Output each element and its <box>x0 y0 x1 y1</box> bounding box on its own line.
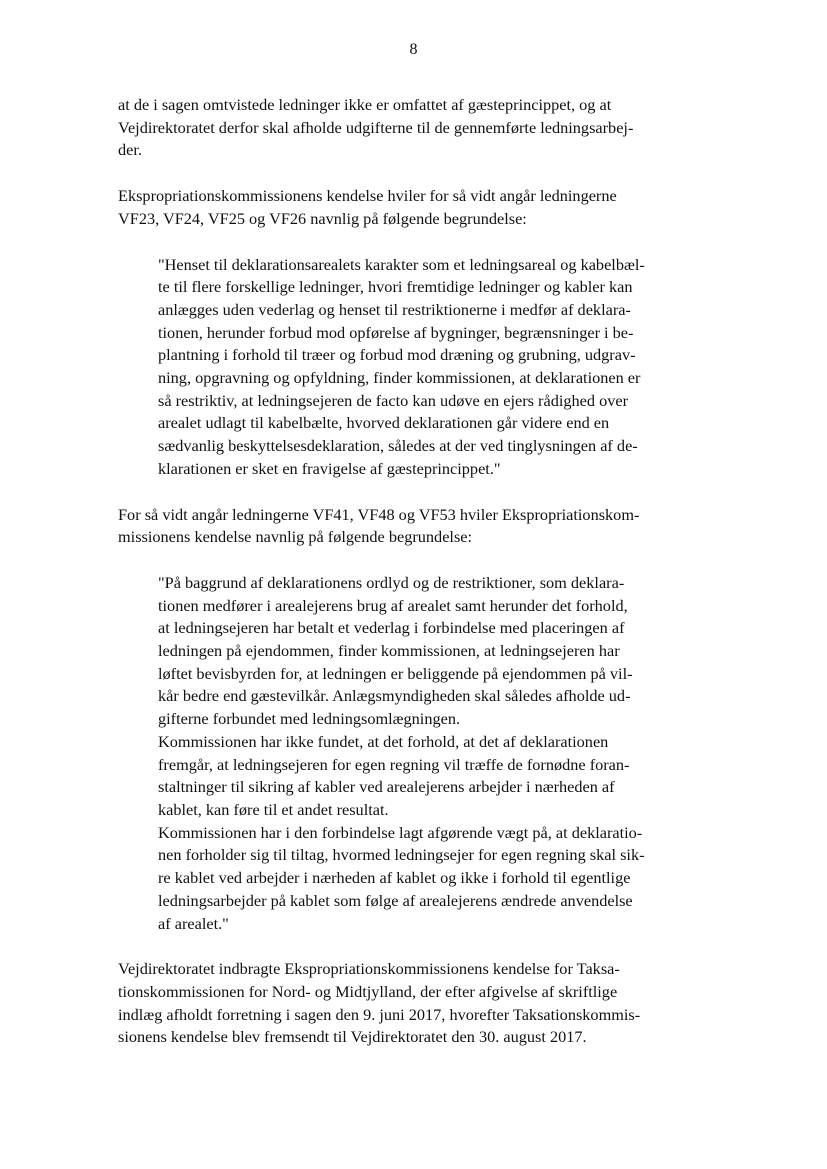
text-line: sionens kendelse blev fremsendt til Vejdirektoratet den 30. august 2017. <box>118 1027 587 1047</box>
quote-line: af arealet." <box>158 913 229 933</box>
quote-line: tionen medfører i arealejerens brug af arealet samt herunder det forhold, <box>158 595 628 615</box>
quote-line: arealet udlagt til kabelbælte, hvorved deklarationen går videre end en <box>158 413 610 433</box>
paragraph-gap <box>118 231 710 254</box>
paragraph-gap <box>118 935 710 958</box>
quote-line: sædvanlig beskyttelsesdeklaration, således at der ved tinglysningen af de- <box>158 436 638 456</box>
text-line: der. <box>118 140 142 160</box>
quote-line: "På baggrund af deklarationens ordlyd og de restriktioner, som deklara- <box>158 572 625 592</box>
quote-line: plantning i forhold til træer og forbud mod dræning og grubning, udgrav- <box>158 345 636 365</box>
quote-vf41-reasoning <box>158 572 710 935</box>
text-line: at de i sagen omtvistede ledninger ikke er omfattet af gæsteprincippet, og at <box>118 95 612 114</box>
text-line: indlæg afholdt forretning i sagen den 9. juni 2017, hvorefter Taksationskommis- <box>118 1004 641 1024</box>
paragraph-intro-vf41 <box>118 504 710 549</box>
quote-line: klarationen er sket en fravigelse af gæsteprincippet." <box>158 458 501 478</box>
quote-line: anlægges uden vederlag og henset til restriktionerne i medfør af deklara- <box>158 299 631 319</box>
quote-line: gifterne forbundet med ledningsomlægningen. <box>158 709 461 729</box>
quote-vf23-reasoning <box>158 254 710 481</box>
quote-line: at ledningsejeren har betalt et vederlag i forbindelse med placeringen af <box>158 618 625 638</box>
quote-line: "Henset til deklarationsarealets karakter som et ledningsareal og kabelbæl- <box>158 254 645 274</box>
quote-line: Kommissionen har ikke fundet, at det forhold, at det af deklarationen <box>158 731 609 751</box>
paragraph-conclusion <box>118 94 710 162</box>
text-line: For så vidt angår ledningerne VF41, VF48 og VF53 hviler Ekspropriationskom- <box>118 504 640 524</box>
quote-line: tionen, herunder forbud mod opførelse af bygninger, begrænsninger i be- <box>158 322 634 342</box>
text-line: Vejdirektoratet indbragte Ekspropriationskommissionens kendelse for Taksa- <box>118 959 620 979</box>
paragraph-gap <box>118 549 710 572</box>
quote-line: Kommissionen har i den forbindelse lagt afgørende vægt på, at deklaratio- <box>158 822 643 842</box>
paragraph-gap <box>118 162 710 185</box>
quote-line: fremgår, at ledningsejeren for egen regning vil træffe de fornødne foran- <box>158 754 630 774</box>
text-line: missionens kendelse navnlig på følgende begrundelse: <box>118 527 473 547</box>
quote-line: ledningsarbejder på kablet som følge af arealejerens ændrede anvendelse <box>158 890 633 910</box>
quote-line: kår bedre end gæstevilkår. Anlægsmyndigheden skal således afholde ud- <box>158 686 631 706</box>
quote-line: nen forholder sig til tiltag, hvormed ledningsejer for egen regning skal sik- <box>158 845 645 865</box>
text-line: Vejdirektoratet derfor skal afholde udgifterne til de gennemførte ledningsarbej- <box>118 117 634 137</box>
text-line: Ekspropriationskommissionens kendelse hviler for så vidt angår ledningerne <box>118 186 617 206</box>
quote-line: så restriktiv, at ledningsejeren de facto kan udøve en ejers rådighed over <box>158 390 629 410</box>
quote-line: re kablet ved arbejder i nærheden af kablet og ikke i forhold til egentlige <box>158 868 631 888</box>
quote-line: ledningen på ejendommen, finder kommissionen, at ledningsejeren har <box>158 641 620 661</box>
quote-line: løftet bevisbyrden for, at ledningen er beliggende på ejendommen på vil- <box>158 663 633 683</box>
text-line: VF23, VF24, VF25 og VF26 navnlig på følgende begrundelse: <box>118 208 527 228</box>
text-line: tionskommissionen for Nord- og Midtjylland, der efter afgivelse af skriftlige <box>118 981 618 1001</box>
document-body <box>118 94 710 1049</box>
paragraph-intro-vf23 <box>118 185 710 230</box>
paragraph-gap <box>118 481 710 504</box>
quote-line: staltninger til sikring af kabler ved arealejerens arbejder i nærheden af <box>158 777 615 797</box>
quote-line: kablet, kan føre til et andet resultat. <box>158 799 389 819</box>
page-number: 8 <box>409 41 418 58</box>
paragraph-appeal <box>118 958 710 1049</box>
quote-line: te til flere forskellige ledninger, hvori fremtidige ledninger og kabler kan <box>158 277 633 297</box>
quote-line: ning, opgravning og opfyldning, finder kommissionen, at deklarationen er <box>158 368 641 388</box>
